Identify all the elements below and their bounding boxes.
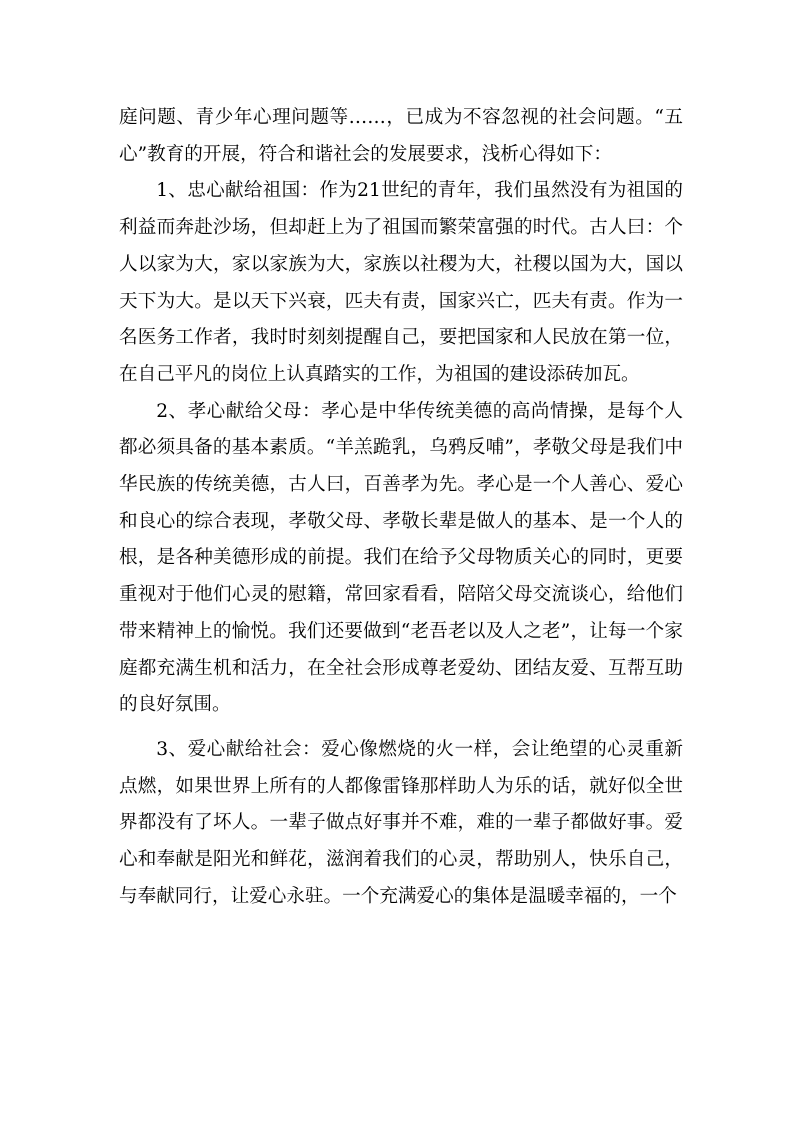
paragraph-loyalty: 1、忠心献给祖国：作为21世纪的青年，我们虽然没有为祖国的利益而奔赴沙场，但却赶上为了祖国而繁荣富强的时代。古人曰：个人以家为大，家以家族为大，家族以社稷为大，社稷以国为大，国以天下为大。是以天下兴衰，匹夫有责，国家兴亡，匹夫有责。作为一名医务工作者，我时时刻刻提醒自己，要把国家和人民放在第一位，在自己平凡的岗位上认真踏实的工作，为祖国的建设添砖加瓦。 [119,180,683,385]
document-body [119,100,683,915]
paragraph-filial-piety: 2、孝心献给父母：孝心是中华传统美德的高尚情操，是每个人都必须具备的基本素质。“羊羔跪乳，乌鸦反哺”，孝敬父母是我们中华民族的传统美德，古人曰，百善孝为先。孝心是一个人善心、爱心和良心的综合表现，孝敬父母、孝敬长辈是做人的基本、是一个人的根，是各种美德形成的前提。我们在给予父母物质关心的同时，更要重视对于他们心灵的慰籍，常回家看看，陪陪父母交流谈心，给他们带来精神上的愉悦。我们还要做到“老吾老以及人之老”，让每一个家庭都充满生机和活力，在全社会形成尊老爱幼、团结友爱、互帮互助的良好氛围。 [119,400,683,716]
paragraph-love-society: 3、爱心献给社会：爱心像燃烧的火一样，会让绝望的心灵重新点燃，如果世界上所有的人都像雷锋那样助人为乐的话，就好似全世界都没有了坏人。一辈子做点好事并不难，难的一辈子都做好事。爱心和奉献是阳光和鲜花，滋润着我们的心灵，帮助别人，快乐自己，与奉献同行，让爱心永驻。一个充满爱心的集体是温暖幸福的，一个 [119,738,683,907]
paragraph-intro: 庭问题、青少年心理问题等……，已成为不容忽视的社会问题。“五心”教育的开展，符合和谐社会的发展要求，浅析心得如下： [119,107,683,165]
